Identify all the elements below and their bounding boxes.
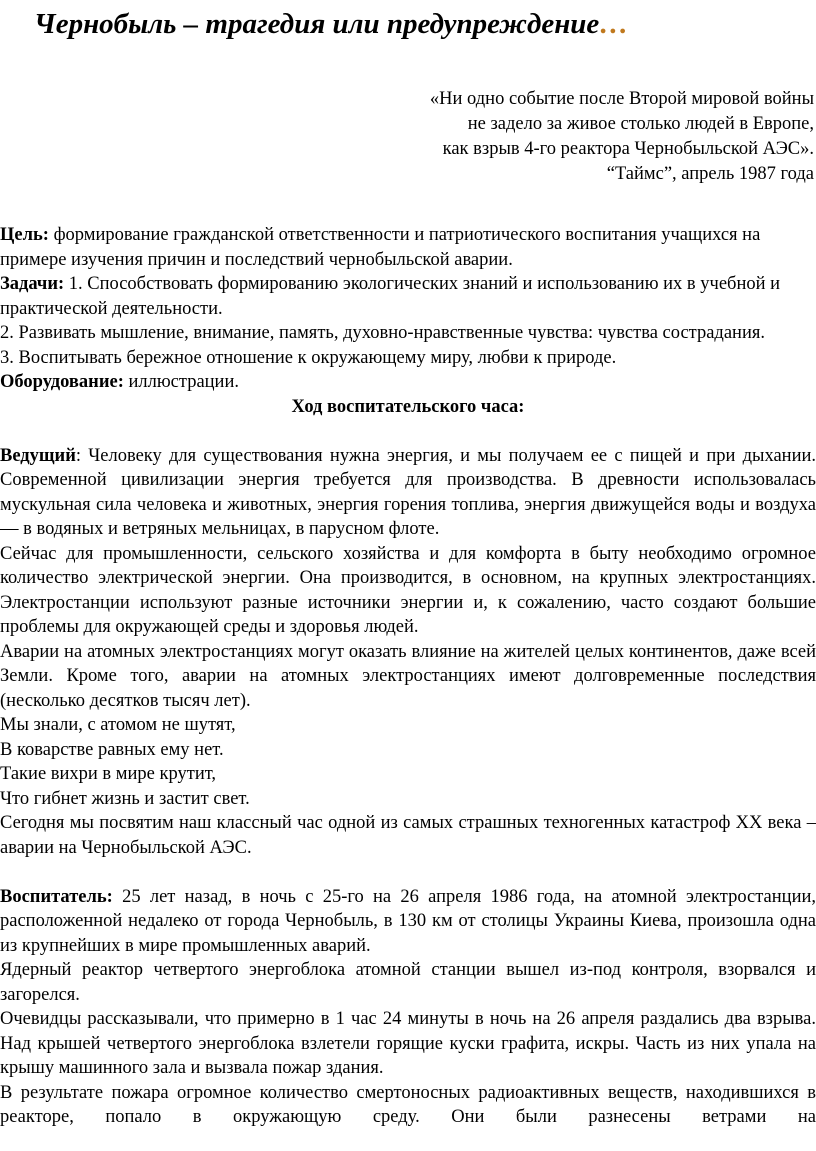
host-paragraph-4: Сегодня мы посвятим наш классный час одной из самых страшных техногенных катастроф ХХ века – аварии на Чернобыльской АЭС. [0, 813, 816, 858]
title-ellipsis: … [599, 8, 629, 40]
epigraph-source: “Таймс”, апрель 1987 года [606, 164, 814, 184]
goal-label: Цель: [0, 225, 49, 245]
task-item-2: 2. Развивать мышление, внимание, память, духовно-нравственные чувства: чувства сострадания. [0, 323, 765, 343]
tasks-paragraph [0, 272, 816, 321]
teacher-paragraph-4: В результате пожара огромное количество смертоносных радиоактивных веществ, находившихся в реакторе, попало в окружающую среду. Они были разнесены ветрами на [0, 1082, 816, 1127]
teacher-paragraph-1: Воспитатель: 25 лет назад, в ночь с 25-го на 26 апреля 1986 года, на атомной электростанции, расположенной недалеко от города Чернобыль, в 130 км от столицы Украины Киева, произошла одна из крупнейших в мире промышленных аварий. [0, 886, 816, 956]
poem-line: Мы знали, с атомом не шутят, [0, 715, 236, 735]
poem-line: Что гибнет жизнь и застит свет. [0, 788, 250, 809]
title-text: Чернобыль – трагедия или предупреждение [34, 8, 600, 40]
host-paragraph-2: Сейчас для промышленности, сельского хозяйства и для комфорта в быту необходимо огромное количество электрической энергии. Она производится, в основном, на крупных электростанциях. Электростанции используют разные источники энергии и, к сожалению, часто создают большие проблемы для окружающей среды и здоровья людей. [0, 543, 816, 637]
poem-line: В коварстве равных ему нет. [0, 739, 224, 760]
equipment-label: Оборудование: [0, 372, 124, 392]
tasks-label: Задачи: [0, 274, 65, 294]
epigraph-line: не задело за живое столько людей в Европе, [467, 114, 814, 134]
host-label: Ведущий [0, 445, 76, 466]
teacher-paragraph-3: Очевидцы рассказывали, что примерно в 1 час 24 минуты в ночь на 26 апреля раздались два взрыва. Над крышей четвертого энергоблока взлетели горящие куски графита, искры. Часть из них упала на крышу машинного зала и вызвала пожар здания. [0, 1009, 816, 1078]
host-paragraph-1: Ведущий: Человеку для существования нужна энергия, и мы получаем ее с пищей и при дыхании. Современной цивилизации энергия требуется для производства. В древности использовалась мускульная сила человека и животных, энергия горения топлива, энергия движущейся воды и воздуха — в водяных и ветряных мельницах, в парусном флоте. [0, 445, 816, 539]
epigraph-line: как взрыв 4-го реактора Чернобыльской АЭС». [442, 139, 814, 159]
document-title [34, 6, 794, 42]
goal-paragraph [0, 223, 816, 272]
epigraph-line: «Ни одно событие после Второй мировой войны [429, 89, 814, 109]
document-body [0, 223, 816, 1130]
task-item-1: 1. Способствовать формированию экологических знаний и использованию их в учебной и практической деятельности. [0, 274, 781, 319]
goal-text: формирование гражданской ответственности и патриотического воспитания учащихся на примере изучения причин и последствий чернобыльской аварии. [0, 225, 761, 270]
teacher-paragraph-2: Ядерный реактор четвертого энергоблока атомной станции вышел из-под контроля, взорвался и загорелся. [0, 960, 816, 1005]
equipment-text: иллюстрации. [123, 372, 239, 392]
task-item-3: 3. Воспитывать бережное отношение к окружающему миру, любви к природе. [0, 347, 617, 368]
poem-line: Такие вихри в мире крутит, [0, 764, 217, 784]
equipment-paragraph [0, 370, 816, 395]
teacher-label: Воспитатель: [0, 886, 113, 907]
host-paragraph-3: Аварии на атомных электростанциях могут оказать влияние на жителей целых континентов, даже всей Земли. Кроме того, аварии на атомных электростанциях имеют долговременные последствия (несколько десятков тысяч лет). [0, 641, 816, 711]
section-heading: Ход воспитательского часа: [291, 396, 525, 417]
epigraph [254, 87, 814, 187]
